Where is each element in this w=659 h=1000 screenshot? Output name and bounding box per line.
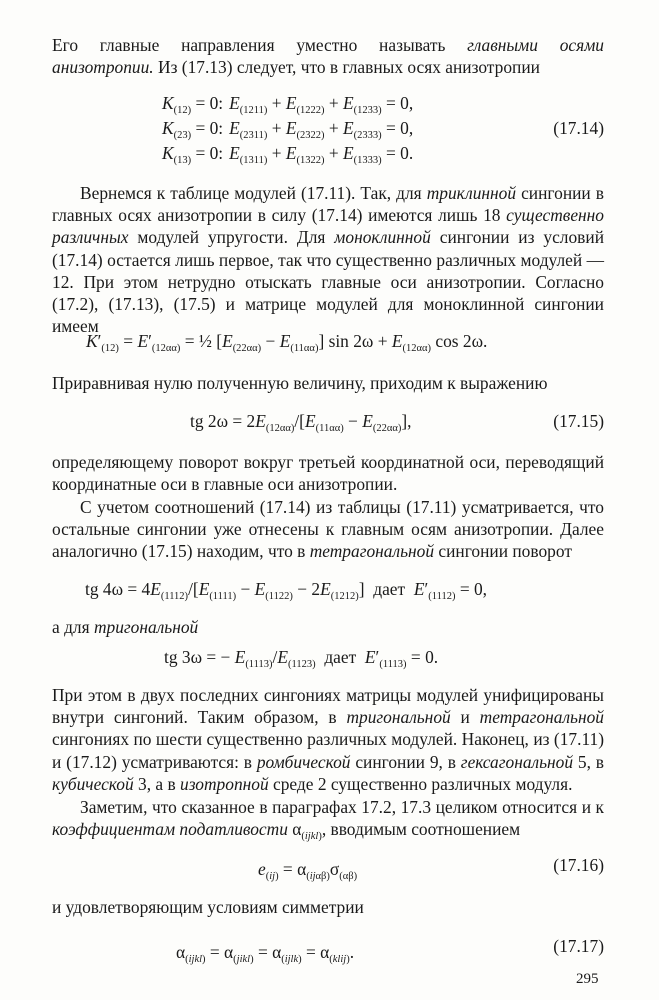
- paragraph-2: Вернемся к таблице модулей (17.11). Так, для триклинной сингонии в главных осях анизотропии в силу (17.14) имеются лишь 18 существенно различных модулей упругости. Для моноклинной сингонии из условий (17.14) остается лишь первое, так что существенно различных модулей — 12. При этом нетрудно отыскать главные оси анизотропии. Согласно (17.2), (17.13), (17.5) и матрице модулей для моноклинной сингонии имеем: [52, 183, 605, 337]
- paragraph-6: а для тригональной: [52, 617, 199, 637]
- equation-number: (17.15): [553, 411, 604, 431]
- paragraph-7: При этом в двух последних сингониях матрицы модулей унифицированы внутри сингоний. Таким образом, в тригональной и тетрагональной сингониях по шести существенно различных модулей. Наконец, из (17.11) и (17.12) усматриваются: в ромбической сингонии 9, в гексагональной 5, в кубической 3, а в изотропной среде 2 существенно различных модуля.: [52, 685, 605, 794]
- equation-17-15: tg $2\omega = 2E_{(12\alpha\alpha)}/[E_{(11\alpha\alpha)} - E_{(22\alpha\alpha)}]$, (17.15): [190, 411, 604, 434]
- equation-k12: $K'_{(12)} = E'_{(12\alpha\alpha)}$ = ½ $[E_{(22\alpha\alpha)} - E_{(11\alpha\alpha)}]$ $\sin 2\omega + E_{(12\alpha\alpha)}$ cos 2ω.: [86, 331, 488, 354]
- paragraph-5: С учетом соотношений (17.14) из таблицы (17.11) усматривается, что остальные сингонии уже отнесены к главным осям анизотропии. Далее аналогично (17.15) находим, что в тетрагональной сингонии поворот: [52, 497, 604, 562]
- paragraph-1: Его главные направления уместно называть главными осями анизотропии. Из (17.13) следует, что в главных осях анизотропии: [52, 35, 604, 78]
- equation-17-14: $K_{(12)} = 0$: $E_{(1211)} + E_{(1222)} + E_{(1233)} = 0$, $K_{(23)} = 0$: $E_{(2311)} + E_{(2322)} + E_{(2333)} = 0$, $K_{(13)} = 0$: $E_{(1311)} + E_{(1322)} + E_{(1333)} = 0$. (17.14): [162, 93, 604, 166]
- paragraph-3: Приравнивая нулю полученную величину, приходим к выражению: [52, 373, 548, 393]
- equation-tg4: tg $4\omega = 4E_{(1112)}/[E_{(1111)} - E_{(1122)} - 2E_{(1212)}]$ дает $E'_{(1112)} = 0$,: [85, 579, 488, 602]
- equation-number: (17.16): [553, 855, 604, 875]
- equation-number: (17.14): [553, 118, 604, 138]
- paragraph-9: и удовлетворяющим условиям симметрии: [52, 897, 364, 917]
- equation-number: (17.17): [553, 936, 604, 956]
- equation-tg3: tg 3ω = − $E_{(1113)}/E_{(1123)}$ дает $E'_{(1113)} = 0$.: [164, 647, 439, 670]
- equation-17-17: $\alpha_{(ijkl)} = \alpha_{(jikl)} = \alpha_{(ijlk)} = \alpha_{(klij)}$. (17.17): [176, 936, 604, 965]
- equation-17-16: $e_{(ij)} = \alpha_{(ij\alpha\beta)}\sigma_{(\alpha\beta)}$ (17.16): [258, 855, 604, 882]
- page-number: 295: [576, 971, 599, 987]
- paragraph-4: определяющему поворот вокруг третьей координатной оси, переводящий координатные оси в главные оси анизотропии.: [52, 452, 604, 495]
- paragraph-8: Заметим, что сказанное в параграфах 17.2, 17.3 целиком относится и к коэффициентам податливости $\alpha_{(ijkl)}$, вводимым соотношением: [52, 797, 604, 843]
